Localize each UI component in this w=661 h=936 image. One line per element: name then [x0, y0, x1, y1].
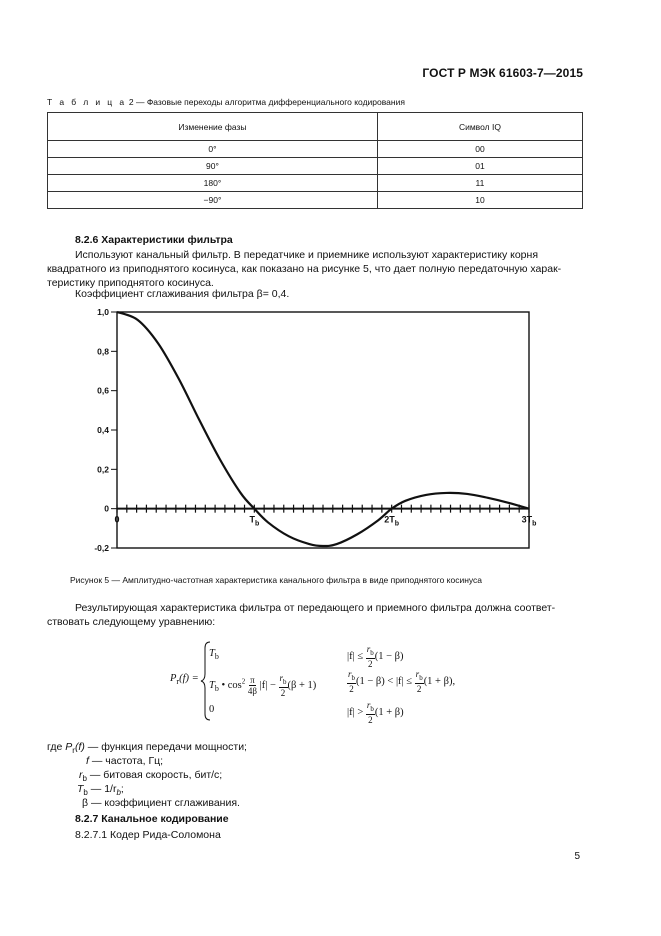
table-header-cell: Символ IQ: [377, 113, 582, 141]
rolloff-line: Коэффициент сглаживания фильтра β= 0,4.: [75, 288, 290, 300]
table-caption: Т а б л и ц а 2 — Фазовые переходы алгоритма дифференциального кодирования: [47, 97, 405, 107]
subsection-item: 8.2.7.1 Кодер Рида-Соломона: [75, 829, 221, 841]
table-caption-text: Фазовые переходы алгоритма дифференциального кодирования: [146, 97, 405, 107]
table-cell: 180°: [48, 175, 378, 192]
definition-item: β — коэффициент сглаживания.: [82, 797, 240, 809]
table-cell: 10: [377, 192, 582, 209]
table-row: [48, 141, 583, 158]
figure-caption: Рисунок 5 — Амплитудно-частотная характеристика канального фильтра в виде приподнятого косинуса: [70, 575, 483, 585]
definition-item: $T_b$ — $1/r_b$;: [77, 783, 124, 798]
result-line: ствовать следующему уравнению:: [47, 616, 216, 628]
equation-case-2: $T_b$ • $\cos^2$ $\frac{\pi}{4\beta}$ |f| − $\frac{r_b}{2}$ (β + 1): [209, 673, 317, 698]
table-row: [48, 175, 583, 192]
subsection-title: 8.2.7 Канальное кодирование: [75, 813, 229, 825]
definition-item: где $P_r(f)$ — функция передачи мощности;: [47, 741, 247, 756]
y-tick-label: 1,0: [97, 307, 109, 317]
equation-case-3: 0: [209, 704, 215, 715]
table-cell: 0°: [48, 141, 378, 158]
table-header-cell: Изменение фазы: [48, 113, 378, 141]
y-tick-label: 0,2: [97, 464, 109, 475]
x-tick-label: $3T_b$: [521, 514, 537, 528]
page-number: 5: [574, 851, 580, 862]
filter-chart: [60, 300, 550, 562]
definition-item: f — частота, Гц;: [86, 755, 164, 767]
section-title: 8.2.6 Характеристики фильтра: [75, 234, 233, 246]
table-row: [48, 158, 583, 175]
table-cell: 00: [377, 141, 582, 158]
condition-1: |f| ≤ $\frac{r_b}{2}$ (1 − β): [347, 644, 404, 669]
document-header: ГОСТ Р МЭК 61603-7—2015: [422, 66, 583, 80]
equation-case-1: $T_b$: [209, 648, 219, 662]
definition-item: $r_b$ — битовая скорость, бит/с;: [79, 769, 223, 784]
table-caption-number: 2: [128, 97, 134, 107]
x-tick-label: $2T_b$: [384, 514, 400, 528]
table-cell: 11: [377, 175, 582, 192]
paragraph-line: Используют канальный фильтр. В передатчике и приемнике используют характеристику корня: [75, 249, 539, 261]
phase-transition-table: [47, 112, 583, 209]
table-caption-prefix: Т а б л и ц а: [47, 97, 127, 107]
table-cell: −90°: [48, 192, 378, 209]
table-cell: 01: [377, 158, 582, 175]
y-tick-label: 0,4: [97, 425, 109, 435]
y-tick-label: 0: [104, 503, 109, 514]
x-tick-label: 0: [114, 514, 120, 525]
y-tick-label: 0,8: [97, 346, 109, 357]
result-line: Результирующая характеристика фильтра от передающего и приемного фильтра должна соответ-: [75, 602, 556, 614]
paragraph-line: теристику приподнятого косинуса.: [47, 277, 214, 289]
y-tick-label: -0,2: [94, 543, 109, 553]
condition-3: |f| > $\frac{r_b}{2}$ (1 + β): [347, 700, 404, 725]
x-tick-label: $T_b$: [249, 514, 260, 528]
condition-2: $\frac{r_b}{2}$ (1 − β) < |f| ≤ $\frac{r_b}{2}$ (1 + β),: [348, 669, 456, 694]
paragraph-line: квадратного из приподнятого косинуса, как показано на рисунке 5, что дает полную передаточную харак-: [47, 263, 562, 275]
table-header-row: [48, 113, 583, 141]
section-paragraph: [75, 248, 583, 262]
table-cell: 90°: [48, 158, 378, 175]
table-row: [48, 192, 583, 209]
equation-lhs: $P_r(f)$ =: [170, 673, 199, 687]
y-tick-label: 0,6: [97, 385, 109, 396]
